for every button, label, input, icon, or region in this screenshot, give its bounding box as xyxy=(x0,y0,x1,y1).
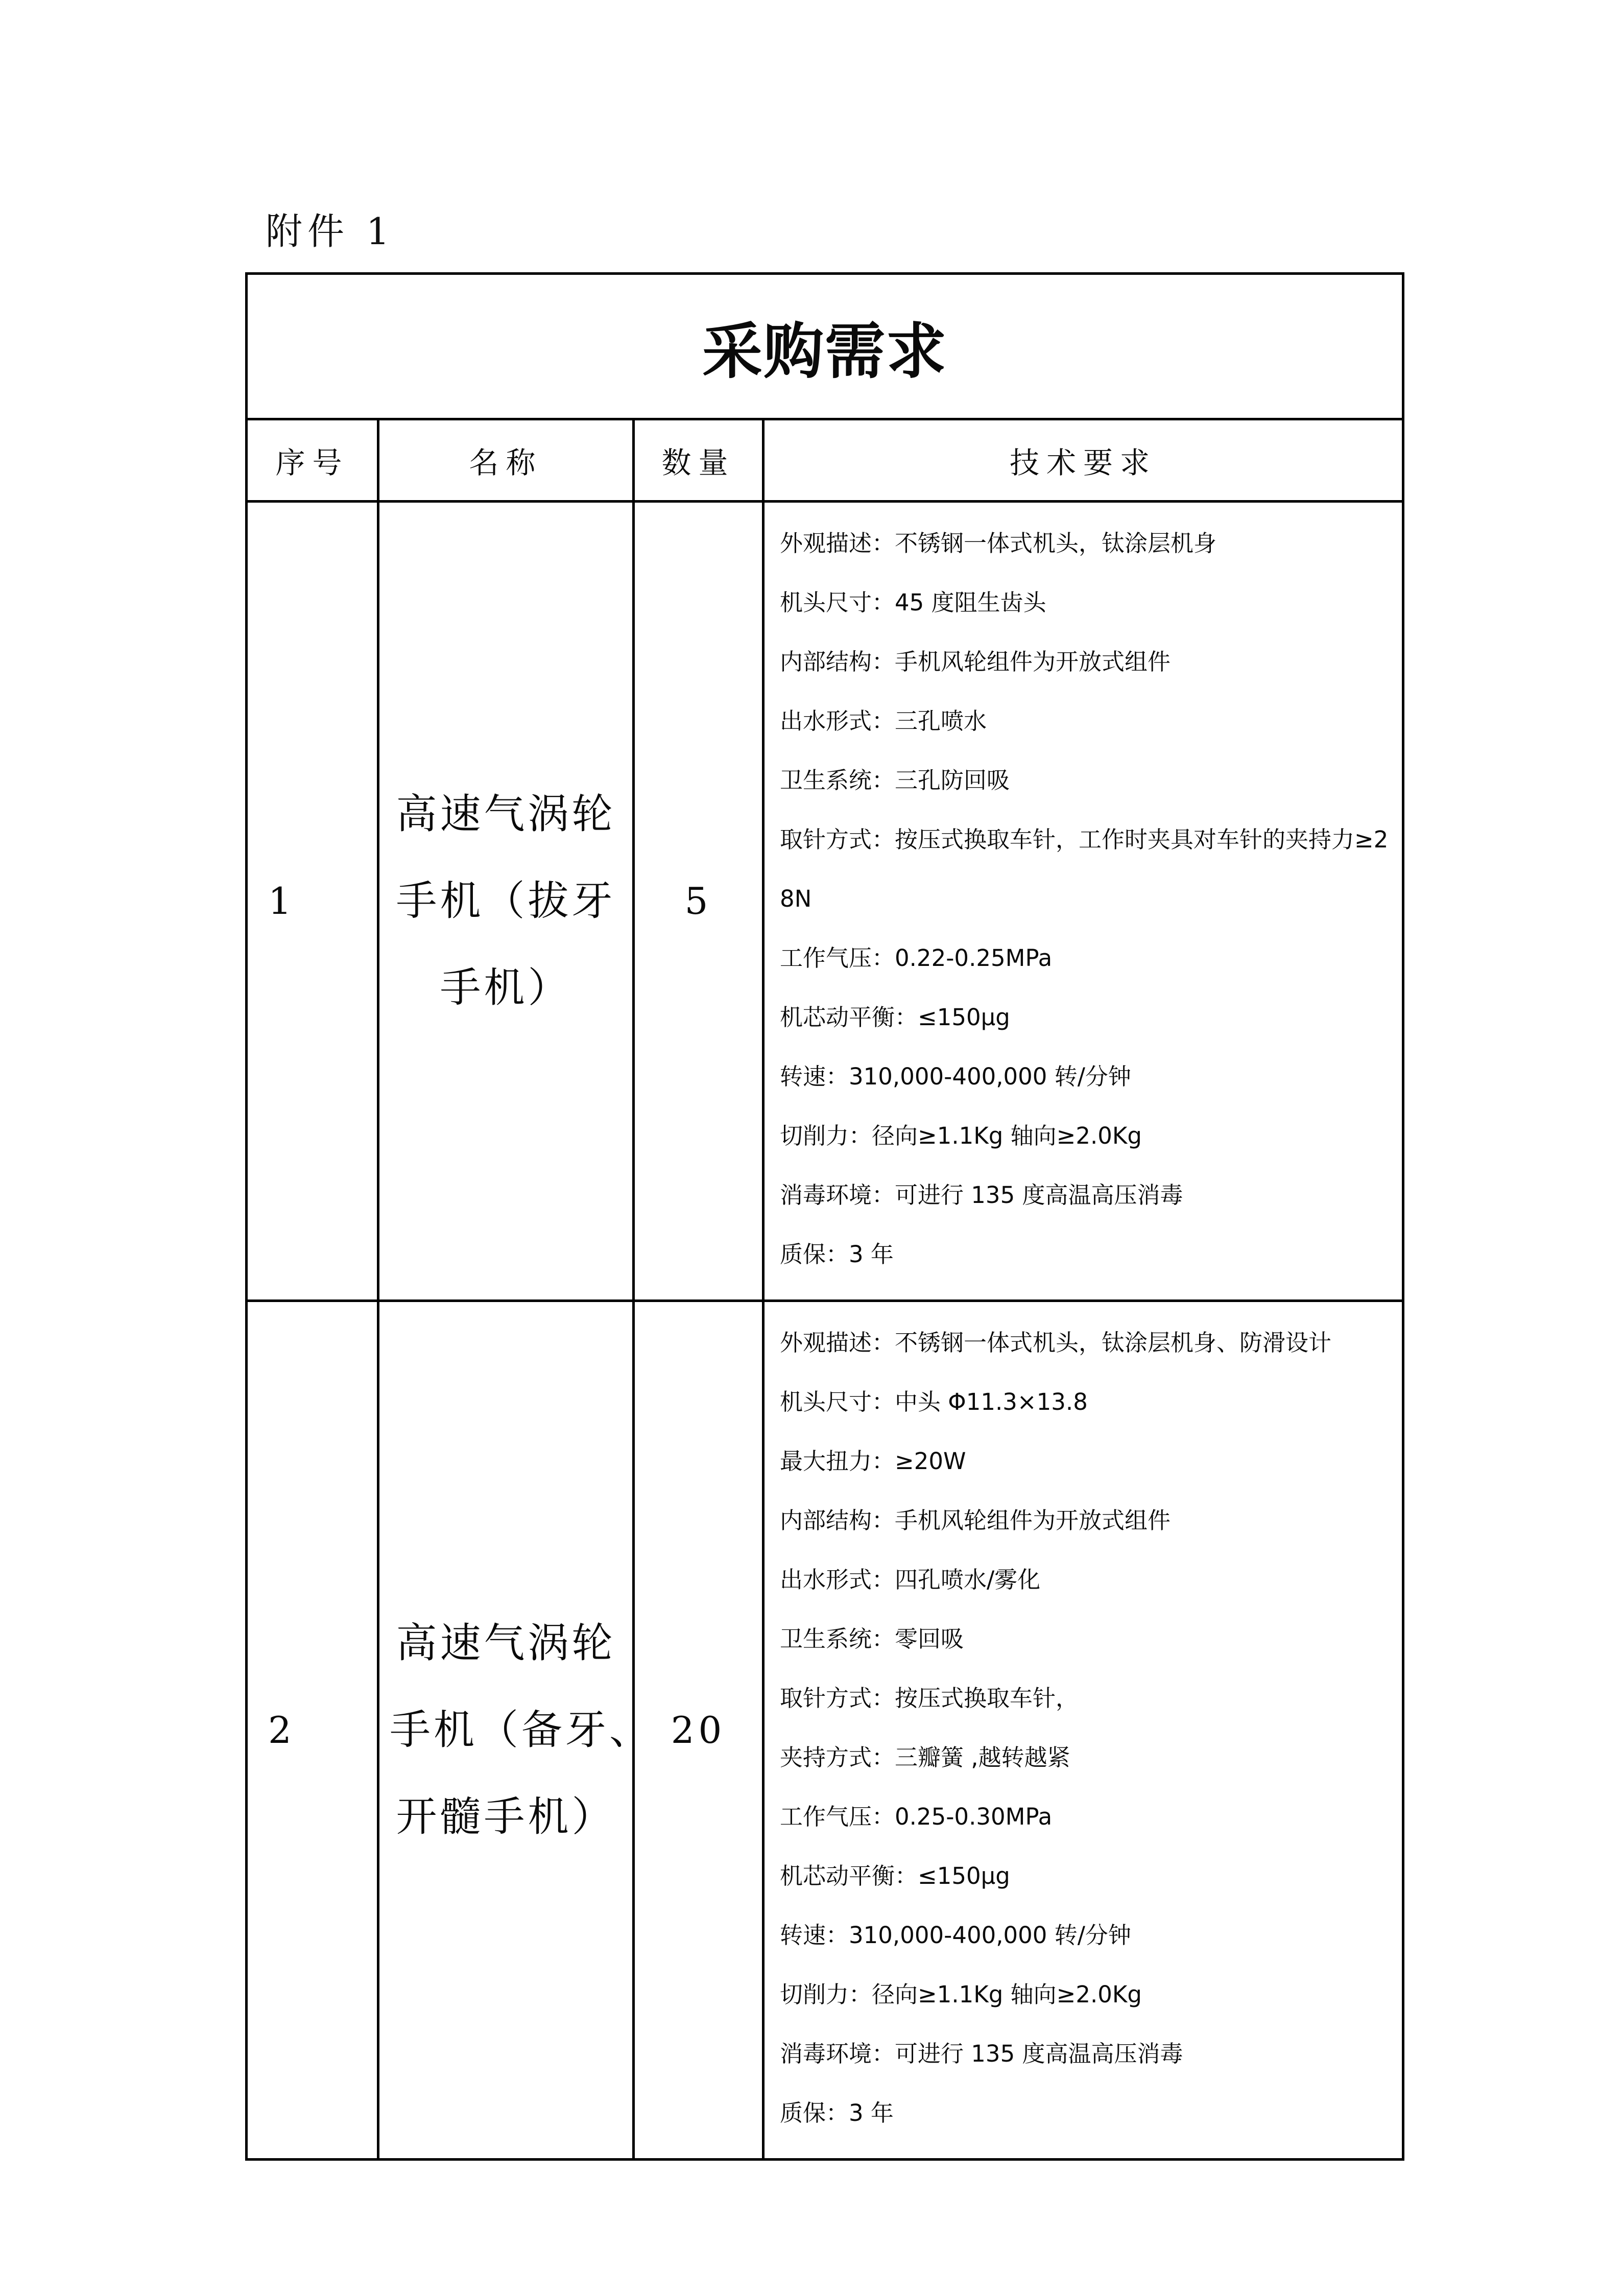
spec-line: 出水形式：四孔喷水/雾化 xyxy=(780,1566,1041,1593)
spec-line: 机芯动平衡：≤150μg xyxy=(780,1862,1010,1889)
spec-line: 取针方式：按压式换取车针，工作时夹具对车针的夹持力≥28N xyxy=(780,826,1389,912)
spec-line: 消毒环境：可进行 135 度高温高压消毒 xyxy=(780,1181,1183,1209)
spec-line: 转速：310,000-400,000 转/分钟 xyxy=(780,1922,1131,1949)
table-row xyxy=(247,1301,1403,2160)
spec-line: 机头尺寸：45 度阻生齿头 xyxy=(780,589,1046,616)
name-line: 手机） xyxy=(440,964,572,1011)
name-line: 手机（拔牙 xyxy=(396,877,616,925)
spec-line: 机芯动平衡：≤150μg xyxy=(780,1004,1010,1031)
name-cell xyxy=(378,1301,653,2160)
spec-line: 取针方式：按压式换取车针， xyxy=(780,1685,1079,1712)
name-cell xyxy=(378,502,634,1301)
spec-line: 转速：310,000-400,000 转/分钟 xyxy=(780,1063,1131,1090)
procurement-requirements-table xyxy=(245,272,1404,2161)
spec-line: 切削力：径向≥1.1Kg 轴向≥2.0Kg xyxy=(780,1122,1142,1149)
spec-line: 卫生系统：零回吸 xyxy=(780,1625,964,1652)
seq-cell: 1 xyxy=(247,502,378,1301)
header-quantity: 数量 xyxy=(634,419,763,502)
spec-cell xyxy=(763,1301,1403,2160)
spec-line: 外观描述：不锈钢一体式机头，钛涂层机身、防滑设计 xyxy=(780,1329,1332,1356)
name-line: 高速气涡轮 xyxy=(396,1619,616,1667)
spec-line: 最大扭力：≥20W xyxy=(780,1448,966,1475)
seq-cell: 2 xyxy=(247,1301,378,2160)
name-line: 开髓手机） xyxy=(396,1793,616,1840)
spec-line: 切削力：径向≥1.1Kg 轴向≥2.0Kg xyxy=(780,1981,1142,2008)
spec-line: 工作气压：0.22-0.25MPa xyxy=(780,944,1053,972)
spec-line: 卫生系统：三孔防回吸 xyxy=(780,767,1010,794)
annex-label: 附件 1 xyxy=(266,210,395,253)
table-row xyxy=(247,502,1403,1301)
quantity-cell: 5 xyxy=(634,502,763,1301)
header-seq: 序号 xyxy=(247,419,378,502)
title-row xyxy=(247,274,1403,419)
table-header-row xyxy=(247,419,1403,502)
spec-line: 内部结构：手机风轮组件为开放式组件 xyxy=(780,1507,1171,1534)
spec-line: 出水形式：三孔喷水 xyxy=(780,707,987,735)
header-spec: 技术要求 xyxy=(763,419,1403,502)
name-line: 手机（备牙、 xyxy=(390,1706,653,1754)
spec-line: 质保：3 年 xyxy=(780,1241,894,1268)
spec-line: 内部结构：手机风轮组件为开放式组件 xyxy=(780,648,1171,675)
spec-line: 机头尺寸：中头 Φ11.3×13.8 xyxy=(780,1388,1088,1415)
spec-line: 外观描述：不锈钢一体式机头，钛涂层机身 xyxy=(780,530,1217,557)
document-title: 采购需求 xyxy=(247,274,1403,419)
spec-line: 消毒环境：可进行 135 度高温高压消毒 xyxy=(780,2040,1183,2067)
spec-cell xyxy=(763,502,1403,1301)
name-line: 高速气涡轮 xyxy=(396,790,616,838)
spec-line: 质保：3 年 xyxy=(780,2099,894,2126)
quantity-cell: 20 xyxy=(634,1301,763,2160)
spec-line: 夹持方式：三瓣簧 ,越转越紧 xyxy=(780,1744,1070,1771)
header-name: 名称 xyxy=(378,419,634,502)
spec-line: 工作气压：0.25-0.30MPa xyxy=(780,1803,1053,1830)
